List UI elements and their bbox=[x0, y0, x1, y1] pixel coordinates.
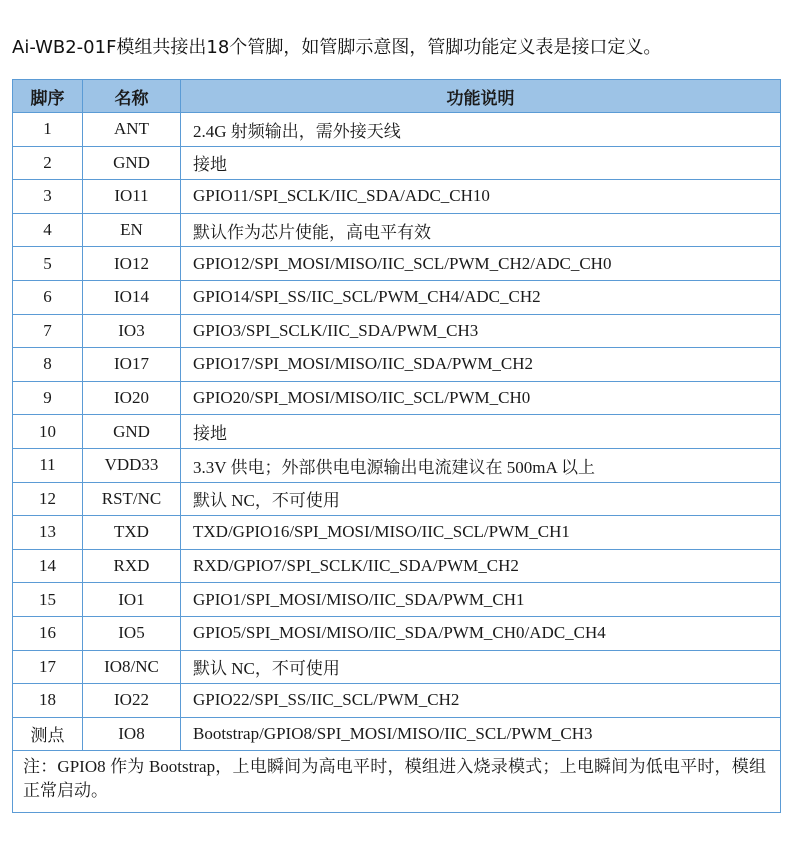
pin-name-cell: IO14 bbox=[83, 280, 181, 314]
table-row bbox=[13, 549, 781, 583]
table-header bbox=[13, 80, 781, 113]
pin-number-cell: 14 bbox=[13, 549, 83, 583]
pin-name-cell: IO5 bbox=[83, 616, 181, 650]
pin-name-cell: IO22 bbox=[83, 684, 181, 718]
pin-function-cell: GPIO11/SPI_SCLK/IIC_SDA/ADC_CH10 bbox=[181, 180, 781, 214]
table-row bbox=[13, 684, 781, 718]
pin-name-cell: ANT bbox=[83, 113, 181, 147]
pin-name-cell: IO8/NC bbox=[83, 650, 181, 684]
pin-number-cell: 10 bbox=[13, 415, 83, 449]
table-row bbox=[13, 717, 781, 751]
pin-function-cell: TXD/GPIO16/SPI_MOSI/MISO/IIC_SCL/PWM_CH1 bbox=[181, 516, 781, 550]
pin-name-cell: IO12 bbox=[83, 247, 181, 281]
pin-name-cell: IO20 bbox=[83, 381, 181, 415]
pin-name-cell: GND bbox=[83, 415, 181, 449]
pin-function-cell: 接地 bbox=[181, 415, 781, 449]
table-row bbox=[13, 381, 781, 415]
intro-text: Ai-WB2-01F模组共接出18个管脚，如管脚示意图，管脚功能定义表是接口定义。 bbox=[12, 37, 662, 58]
pin-number-cell: 9 bbox=[13, 381, 83, 415]
pin-name-cell: VDD33 bbox=[83, 448, 181, 482]
pin-name-cell: IO11 bbox=[83, 180, 181, 214]
pin-function-cell: RXD/GPIO7/SPI_SCLK/IIC_SDA/PWM_CH2 bbox=[181, 549, 781, 583]
pin-number-cell: 5 bbox=[13, 247, 83, 281]
pin-number-cell: 12 bbox=[13, 482, 83, 516]
pin-name-cell: IO8 bbox=[83, 717, 181, 751]
pin-number-cell: 1 bbox=[13, 113, 83, 147]
pin-function-cell: GPIO1/SPI_MOSI/MISO/IIC_SDA/PWM_CH1 bbox=[181, 583, 781, 617]
pin-number-cell: 18 bbox=[13, 684, 83, 718]
table-row bbox=[13, 650, 781, 684]
pin-number-cell: 17 bbox=[13, 650, 83, 684]
table-row bbox=[13, 180, 781, 214]
table-row bbox=[13, 583, 781, 617]
pin-number-cell: 6 bbox=[13, 280, 83, 314]
header-pin-number: 脚序 bbox=[13, 80, 83, 113]
pin-name-cell: EN bbox=[83, 213, 181, 247]
note-text: 注：GPIO8 作为 Bootstrap，上电瞬间为高电平时，模组进入烧录模式；上电瞬间为低电平时，模组正常启动。 bbox=[13, 751, 781, 813]
table-row bbox=[13, 213, 781, 247]
note-row bbox=[13, 751, 781, 813]
pin-name-cell: TXD bbox=[83, 516, 181, 550]
pin-function-cell: GPIO22/SPI_SS/IIC_SCL/PWM_CH2 bbox=[181, 684, 781, 718]
table-row bbox=[13, 314, 781, 348]
table-row bbox=[13, 415, 781, 449]
pin-function-cell: 默认 NC，不可使用 bbox=[181, 650, 781, 684]
pin-number-cell: 4 bbox=[13, 213, 83, 247]
pin-function-cell: GPIO14/SPI_SS/IIC_SCL/PWM_CH4/ADC_CH2 bbox=[181, 280, 781, 314]
pin-definition-table bbox=[12, 79, 781, 813]
table-row bbox=[13, 348, 781, 382]
pin-number-cell: 15 bbox=[13, 583, 83, 617]
header-pin-name: 名称 bbox=[83, 80, 181, 113]
pin-number-cell: 8 bbox=[13, 348, 83, 382]
table-row bbox=[13, 616, 781, 650]
table-row bbox=[13, 280, 781, 314]
pin-number-cell: 13 bbox=[13, 516, 83, 550]
table-row bbox=[13, 247, 781, 281]
pin-name-cell: GND bbox=[83, 146, 181, 180]
pin-name-cell: RST/NC bbox=[83, 482, 181, 516]
header-row bbox=[13, 80, 781, 113]
pin-function-cell: 3.3V 供电；外部供电电源输出电流建议在 500mA 以上 bbox=[181, 448, 781, 482]
table-row bbox=[13, 113, 781, 147]
table-row bbox=[13, 146, 781, 180]
table-row bbox=[13, 448, 781, 482]
pin-number-cell: 7 bbox=[13, 314, 83, 348]
header-function: 功能说明 bbox=[181, 80, 781, 113]
pin-function-cell: GPIO5/SPI_MOSI/MISO/IIC_SDA/PWM_CH0/ADC_CH4 bbox=[181, 616, 781, 650]
table-row bbox=[13, 516, 781, 550]
pin-number-cell: 11 bbox=[13, 448, 83, 482]
table-footer bbox=[13, 751, 781, 813]
table-row bbox=[13, 482, 781, 516]
pin-number-cell: 测点 bbox=[13, 717, 83, 751]
pin-name-cell: RXD bbox=[83, 549, 181, 583]
pin-function-cell: 2.4G 射频输出，需外接天线 bbox=[181, 113, 781, 147]
pin-name-cell: IO1 bbox=[83, 583, 181, 617]
pin-function-cell: GPIO17/SPI_MOSI/MISO/IIC_SDA/PWM_CH2 bbox=[181, 348, 781, 382]
pin-number-cell: 2 bbox=[13, 146, 83, 180]
pin-number-cell: 3 bbox=[13, 180, 83, 214]
pin-function-cell: Bootstrap/GPIO8/SPI_MOSI/MISO/IIC_SCL/PWM_CH3 bbox=[181, 717, 781, 751]
pin-function-cell: GPIO20/SPI_MOSI/MISO/IIC_SCL/PWM_CH0 bbox=[181, 381, 781, 415]
pin-name-cell: IO3 bbox=[83, 314, 181, 348]
pin-function-cell: GPIO3/SPI_SCLK/IIC_SDA/PWM_CH3 bbox=[181, 314, 781, 348]
table-body bbox=[13, 113, 781, 751]
pin-number-cell: 16 bbox=[13, 616, 83, 650]
pin-function-cell: GPIO12/SPI_MOSI/MISO/IIC_SCL/PWM_CH2/ADC_CH0 bbox=[181, 247, 781, 281]
pin-name-cell: IO17 bbox=[83, 348, 181, 382]
pin-function-cell: 默认 NC，不可使用 bbox=[181, 482, 781, 516]
pin-function-cell: 接地 bbox=[181, 146, 781, 180]
pin-function-cell: 默认作为芯片使能，高电平有效 bbox=[181, 213, 781, 247]
